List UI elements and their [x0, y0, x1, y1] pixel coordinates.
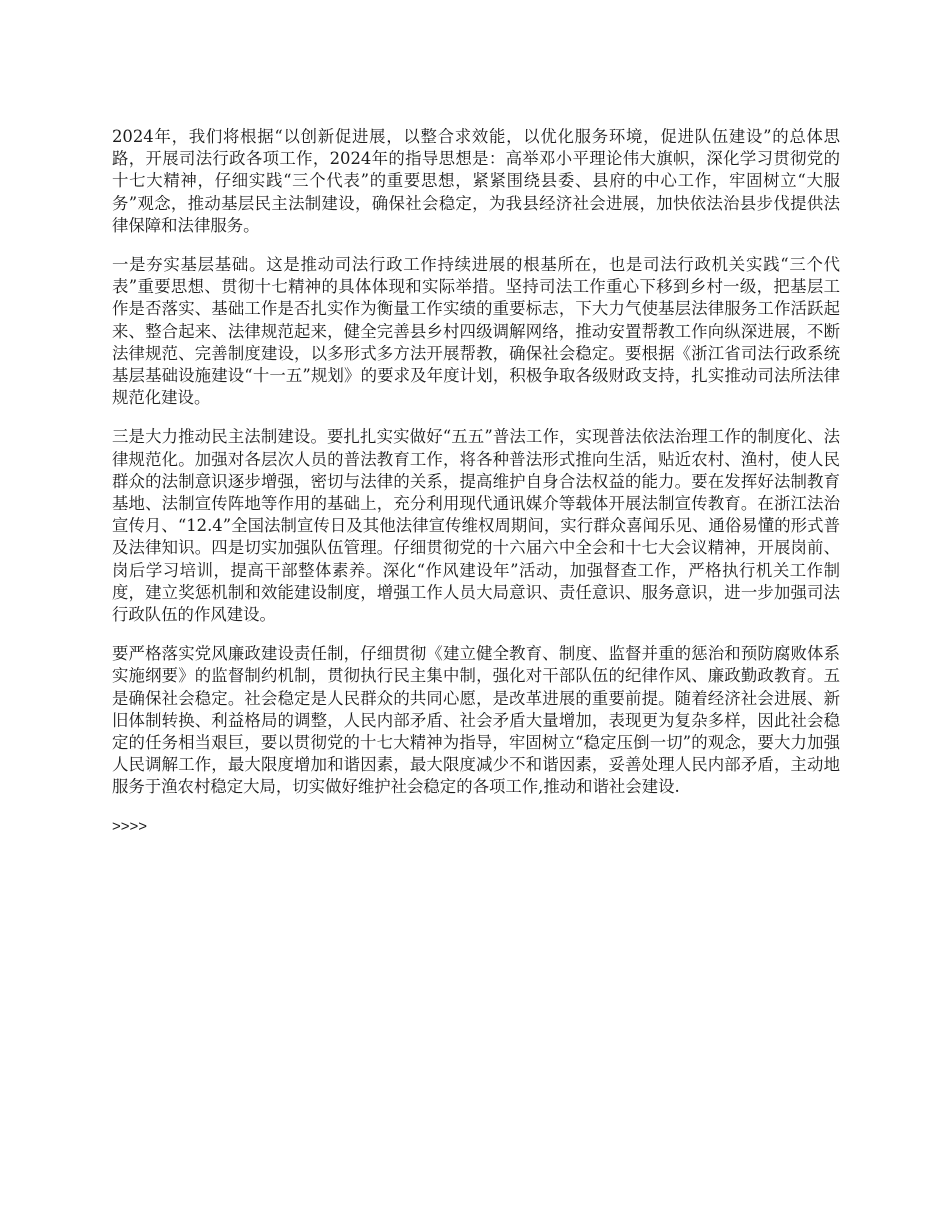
paragraph-4: 要严格落实党风廉政建设责任制，仔细贯彻《建立健全教育、制度、监督并重的惩治和预防腐败体系实施纲要》的监督制约机制，贯彻执行民主集中制，强化对干部队伍的纪律作风、廉政勤政教育。五是确保社会稳定。社会稳定是人民群众的共同心愿，是改革进展的重要前提。随着经济社会进展、新旧体制转换、利益格局的调整，人民内部矛盾、社会矛盾大量增加，表现更为复杂多样，因此社会稳定的任务相当艰巨，要以贯彻党的十七大精神为指导，牢固树立“稳定压倒一切”的观念，要大力加强人民调解工作，最大限度增加和谐因素，最大限度减少不和谐因素，妥善处理人民内部矛盾，主动地服务于渔农村稳定大局，切实做好维护社会稳定的各项工作,推动和谐社会建设. — [112, 644, 840, 797]
continuation-marker: >>>> — [112, 817, 148, 835]
document-body — [112, 126, 840, 838]
paragraph-3: 三是大力推动民主法制建设。要扎扎实实做好“五五”普法工作，实现普法依法治理工作的制度化、法律规范化。加强对各层次人员的普法教育工作，将各种普法形式推向生活，贴近农村、渔村，使人民群众的法制意识逐步增强，密切与法律的关系，提高维护自身合法权益的能力。要在发挥好法制教育基地、法制宣传阵地等作用的基础上，充分利用现代通讯媒介等载体开展法制宣传教育。在浙江法治宣传月、“12.4”全国法制宣传日及其他法律宣传维权周期间，实行群众喜闻乐见、通俗易懂的形式普及法律知识。四是切实加强队伍管理。仔细贯彻党的十六届六中全会和十七大会议精神，开展岗前、岗后学习培训，提高干部整体素养。深化“作风建设年”活动，加强督查工作，严格执行机关工作制度，建立奖惩机制和效能建设制度，增强工作人员大局意识、责任意识、服务意识，进一步加强司法行政队伍的作风建设。 — [112, 427, 840, 625]
paragraph-1: 2024年，我们将根据“以创新促进展，以整合求效能，以优化服务环境，促进队伍建设”的总体思路，开展司法行政各项工作，2024年的指导思想是：高举邓小平理论伟大旗帜，深化学习贯彻党的十七大精神，仔细实践“三个代表”的重要思想，紧紧围绕县委、县府的中心工作，牢固树立“大服务”观念，推动基层民主法制建设，确保社会稳定，为我县经济社会进展，加快依法治县步伐提供法律保障和法律服务。 — [112, 127, 840, 235]
paragraph-2: 一是夯实基层基础。这是推动司法行政工作持续进展的根基所在，也是司法行政机关实践“三个代表”重要思想、贯彻十七精神的具体体现和实际举措。坚持司法工作重心下移到乡村一级，把基层工作是否落实、基础工作是否扎实作为衡量工作实绩的重要标志，下大力气使基层法律服务工作活跃起来、整合起来、法律规范起来，健全完善县乡村四级调解网络，推动安置帮教工作向纵深进展，不断法律规范、完善制度建设，以多形式多方法开展帮教，确保社会稳定。要根据《浙江省司法行政系统基层基础设施建设“十一五”规划》的要求及年度计划，积极争取各级财政支持，扎实推动司法所法律规范化建设。 — [112, 255, 840, 408]
